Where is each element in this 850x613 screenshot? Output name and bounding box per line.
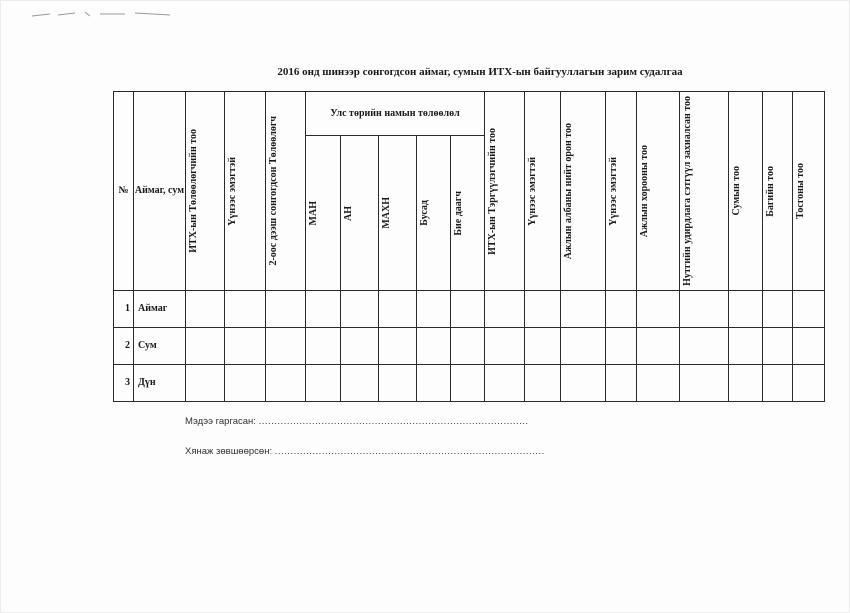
approved-by-line — [185, 446, 545, 457]
col-header-villages: Тосгоны тоо — [793, 92, 825, 291]
col-header-female: Үүнээс эмэгтэй — [225, 92, 266, 291]
col-header-soums: Сумын тоо — [729, 92, 763, 291]
col-header-magazine: Нутгийн удирдлага сэтгүүл захиалсан тоо — [680, 92, 729, 291]
col-aimag-header: Аймаг, сум — [134, 92, 186, 291]
party-header-man: МАН — [306, 136, 341, 291]
party-header-independent: Бие даагч — [451, 136, 485, 291]
party-header-mahn: МАХН — [379, 136, 417, 291]
scan-smudge — [30, 10, 180, 18]
approved-by-dots: ...................................................................................... — [274, 446, 545, 457]
row-label: Дүн — [134, 364, 186, 401]
prepared-by-line — [185, 416, 529, 427]
prepared-by-dots: ...................................................................................... — [258, 416, 529, 427]
approved-by-label: Хянаж зөвшөөрсөн: — [185, 446, 273, 457]
col-header-staff-total: Ажлын албаны нийт орон тоо — [561, 92, 606, 291]
table-row — [114, 290, 825, 327]
col-header-deputies: ИТХ-ын Төлөөлөгчийн тоо — [186, 92, 225, 291]
col-header-committees: Ажлын хорооны тоо — [637, 92, 680, 291]
col-header-presidium-female: Үүнээс эмэгтэй — [525, 92, 561, 291]
row-number: 3 — [114, 364, 134, 401]
document-title: 2016 онд шинээр сонгогдсон аймаг, сумын ИТХ-ын байгууллагын зарим судалгаа — [277, 66, 683, 78]
prepared-by-label: Мэдээ гаргасан: — [185, 416, 256, 427]
col-header-presidium: ИТХ-ын Тэргүүлэгчийн тоо — [485, 92, 525, 291]
table-row — [114, 327, 825, 364]
survey-table — [113, 91, 825, 402]
col-header-reelected: 2-оос дээш сонгогдсон Төлөөлөгч — [266, 92, 306, 291]
party-header-an: АН — [341, 136, 379, 291]
row-label: Аймаг — [134, 290, 186, 327]
col-number-header: № — [114, 92, 134, 291]
row-number: 2 — [114, 327, 134, 364]
col-header-bags: Багийн тоо — [763, 92, 793, 291]
col-header-staff-female: Үүнээс эмэгтэй — [606, 92, 637, 291]
party-header-other: Бусад — [417, 136, 451, 291]
row-number: 1 — [114, 290, 134, 327]
party-group-header: Улс төрийн намын төлөөлөл — [306, 92, 485, 136]
table-row — [114, 364, 825, 401]
row-label: Сум — [134, 327, 186, 364]
